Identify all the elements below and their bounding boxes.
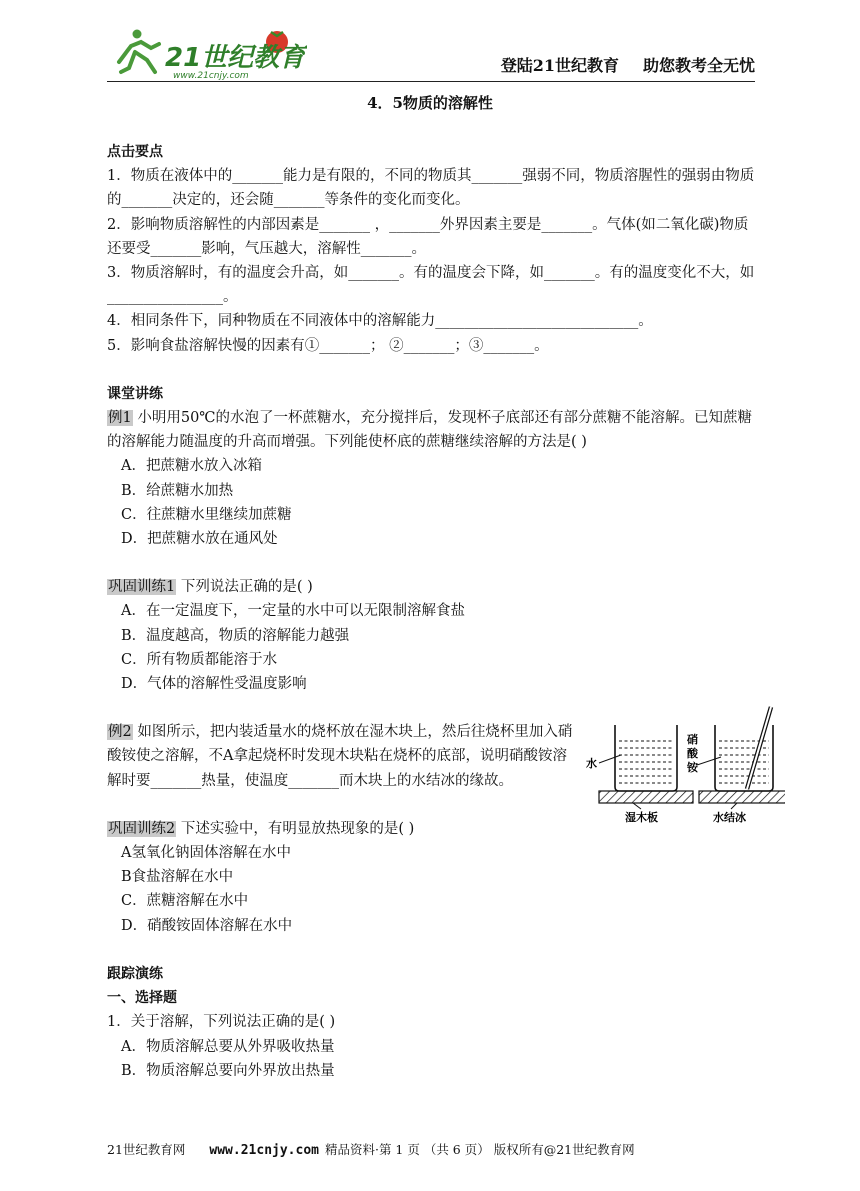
key-point-4: 4．相同条件下，同种物质在不同液体中的溶解能力____________________________。 [107, 313, 653, 330]
section-heading-follow-up: 跟踪演练 [107, 965, 163, 982]
drill-2-tag: 巩固训练2 [108, 820, 176, 837]
section-heading-class-practice: 课堂讲练 [107, 385, 163, 402]
key-point-3: 3．物质溶解时，有的温度会升高，如_______。有的温度会下降，如_______。有的温度变化不大，如________________。 [107, 265, 755, 306]
example-1 [107, 406, 757, 454]
key-point-5: 5．影响食盐溶解快慢的因素有①_______； ②_______；③_______。 [107, 337, 549, 354]
option-item: A．物质溶解总要从外界吸收热量 [121, 1038, 335, 1055]
chem-label-2: 酸 [687, 747, 698, 760]
option-item: B．给蔗糖水加热 [121, 482, 234, 499]
slogan-left: 登陆21世纪教育 [500, 56, 619, 75]
footer-copyright: 版权所有@21世纪教育网 [493, 1142, 635, 1157]
footer-site: 21世纪教育网 [107, 1142, 186, 1157]
drill-1-text: 下列说法正确的是( ) [176, 579, 313, 596]
right-beaker [697, 707, 785, 809]
right-caption: 水结冰 [713, 811, 746, 824]
option-item: A．把蔗糖水放入冰箱 [121, 458, 262, 475]
svg-text:21世纪教育: 21世纪教育 [165, 43, 306, 73]
option-item: A氢氧化钠固体溶解在水中 [121, 845, 291, 862]
example-1-tag: 例1 [108, 410, 132, 427]
option-item: D．硝酸铵固体溶解在水中 [121, 917, 293, 934]
header-slogan [501, 53, 755, 76]
main-content [107, 140, 757, 1083]
example-1-text: 小明用50℃的水泡了一杯蔗糖水，充分搅拌后，发现杯子底部还有部分蔗糖不能溶解。已知蔗糖的溶解能力随温度的升高而增强。下列能使杯底的蔗糖继续溶解的方法是( ) [107, 410, 753, 451]
option-item: C．所有物质都能溶于水 [121, 651, 278, 668]
key-point-1: 1．物质在液体中的_______能力是有限的，不同的物质其_______强弱不同，物质溶腥性的强弱由物质的_______决定的，还会随_______等条件的变化而变化。 [107, 168, 755, 209]
option-item: B食盐溶解在水中 [121, 869, 234, 886]
page-title: 4．5物质的溶解性 [367, 94, 493, 112]
example-2 [107, 720, 577, 793]
slogan-right: 助您教考全无忧 [642, 56, 755, 75]
option-item: C．蔗糖溶解在水中 [121, 893, 249, 910]
option-item: D．气体的溶解性受温度影响 [121, 676, 307, 693]
chem-label-1: 硝 [687, 733, 698, 746]
footer-page-info: 精品资料·第 1 页 （共 6 页） [324, 1142, 490, 1157]
option-item: B．物质溶解总要向外界放出热量 [121, 1062, 335, 1079]
experiment-figure [585, 705, 785, 825]
svg-text:www.21cnjy.com: www.21cnjy.com [173, 71, 249, 80]
question-1: 1．关于溶解，下列说法正确的是( ) [107, 1014, 336, 1031]
page-footer [107, 1140, 757, 1158]
option-item: B．温度越高，物质的溶解能力越强 [121, 627, 350, 644]
drill-1-tag: 巩固训练1 [108, 579, 176, 596]
logo-21cnjy [107, 22, 307, 80]
option-item: D．把蔗糖水放在通风处 [121, 531, 278, 548]
option-item: A．在一定温度下，一定量的水中可以无限制溶解食盐 [121, 603, 465, 620]
example-2-text: 如图所示，把内装适量水的烧杯放在湿木块上，然后往烧杯里加入硝酸铵使之溶解，不A拿起烧杯时发现木块粘在烧杯的底部，说明硝酸铵溶解时要_______热量，使温度_______而木块上的水结冰的缘故。 [107, 724, 573, 789]
drill-1 [107, 575, 757, 599]
option-item: C．往蔗糖水里继续加蔗糖 [121, 506, 292, 523]
footer-url: www.21cnjy.com [209, 1143, 319, 1158]
drill-2-text: 下述实验中，有明显放热现象的是( ) [176, 820, 415, 837]
example-2-tag: 例2 [108, 724, 132, 741]
section-heading-key-points: 点击要点 [107, 144, 163, 160]
chem-label-3: 铵 [687, 761, 698, 774]
left-beaker [599, 725, 693, 809]
key-point-2: 2．影响物质溶解性的内部因素是_______ ，_______外界因素主要是_______。气体(如二氧化碳)物质还要受_______影响，气压越大，溶解性_______。 [107, 216, 749, 257]
water-label: 水 [586, 757, 597, 770]
left-caption: 湿木板 [625, 811, 658, 824]
page-header [107, 22, 755, 82]
subheading-multiple-choice: 一、选择题 [107, 990, 177, 1007]
